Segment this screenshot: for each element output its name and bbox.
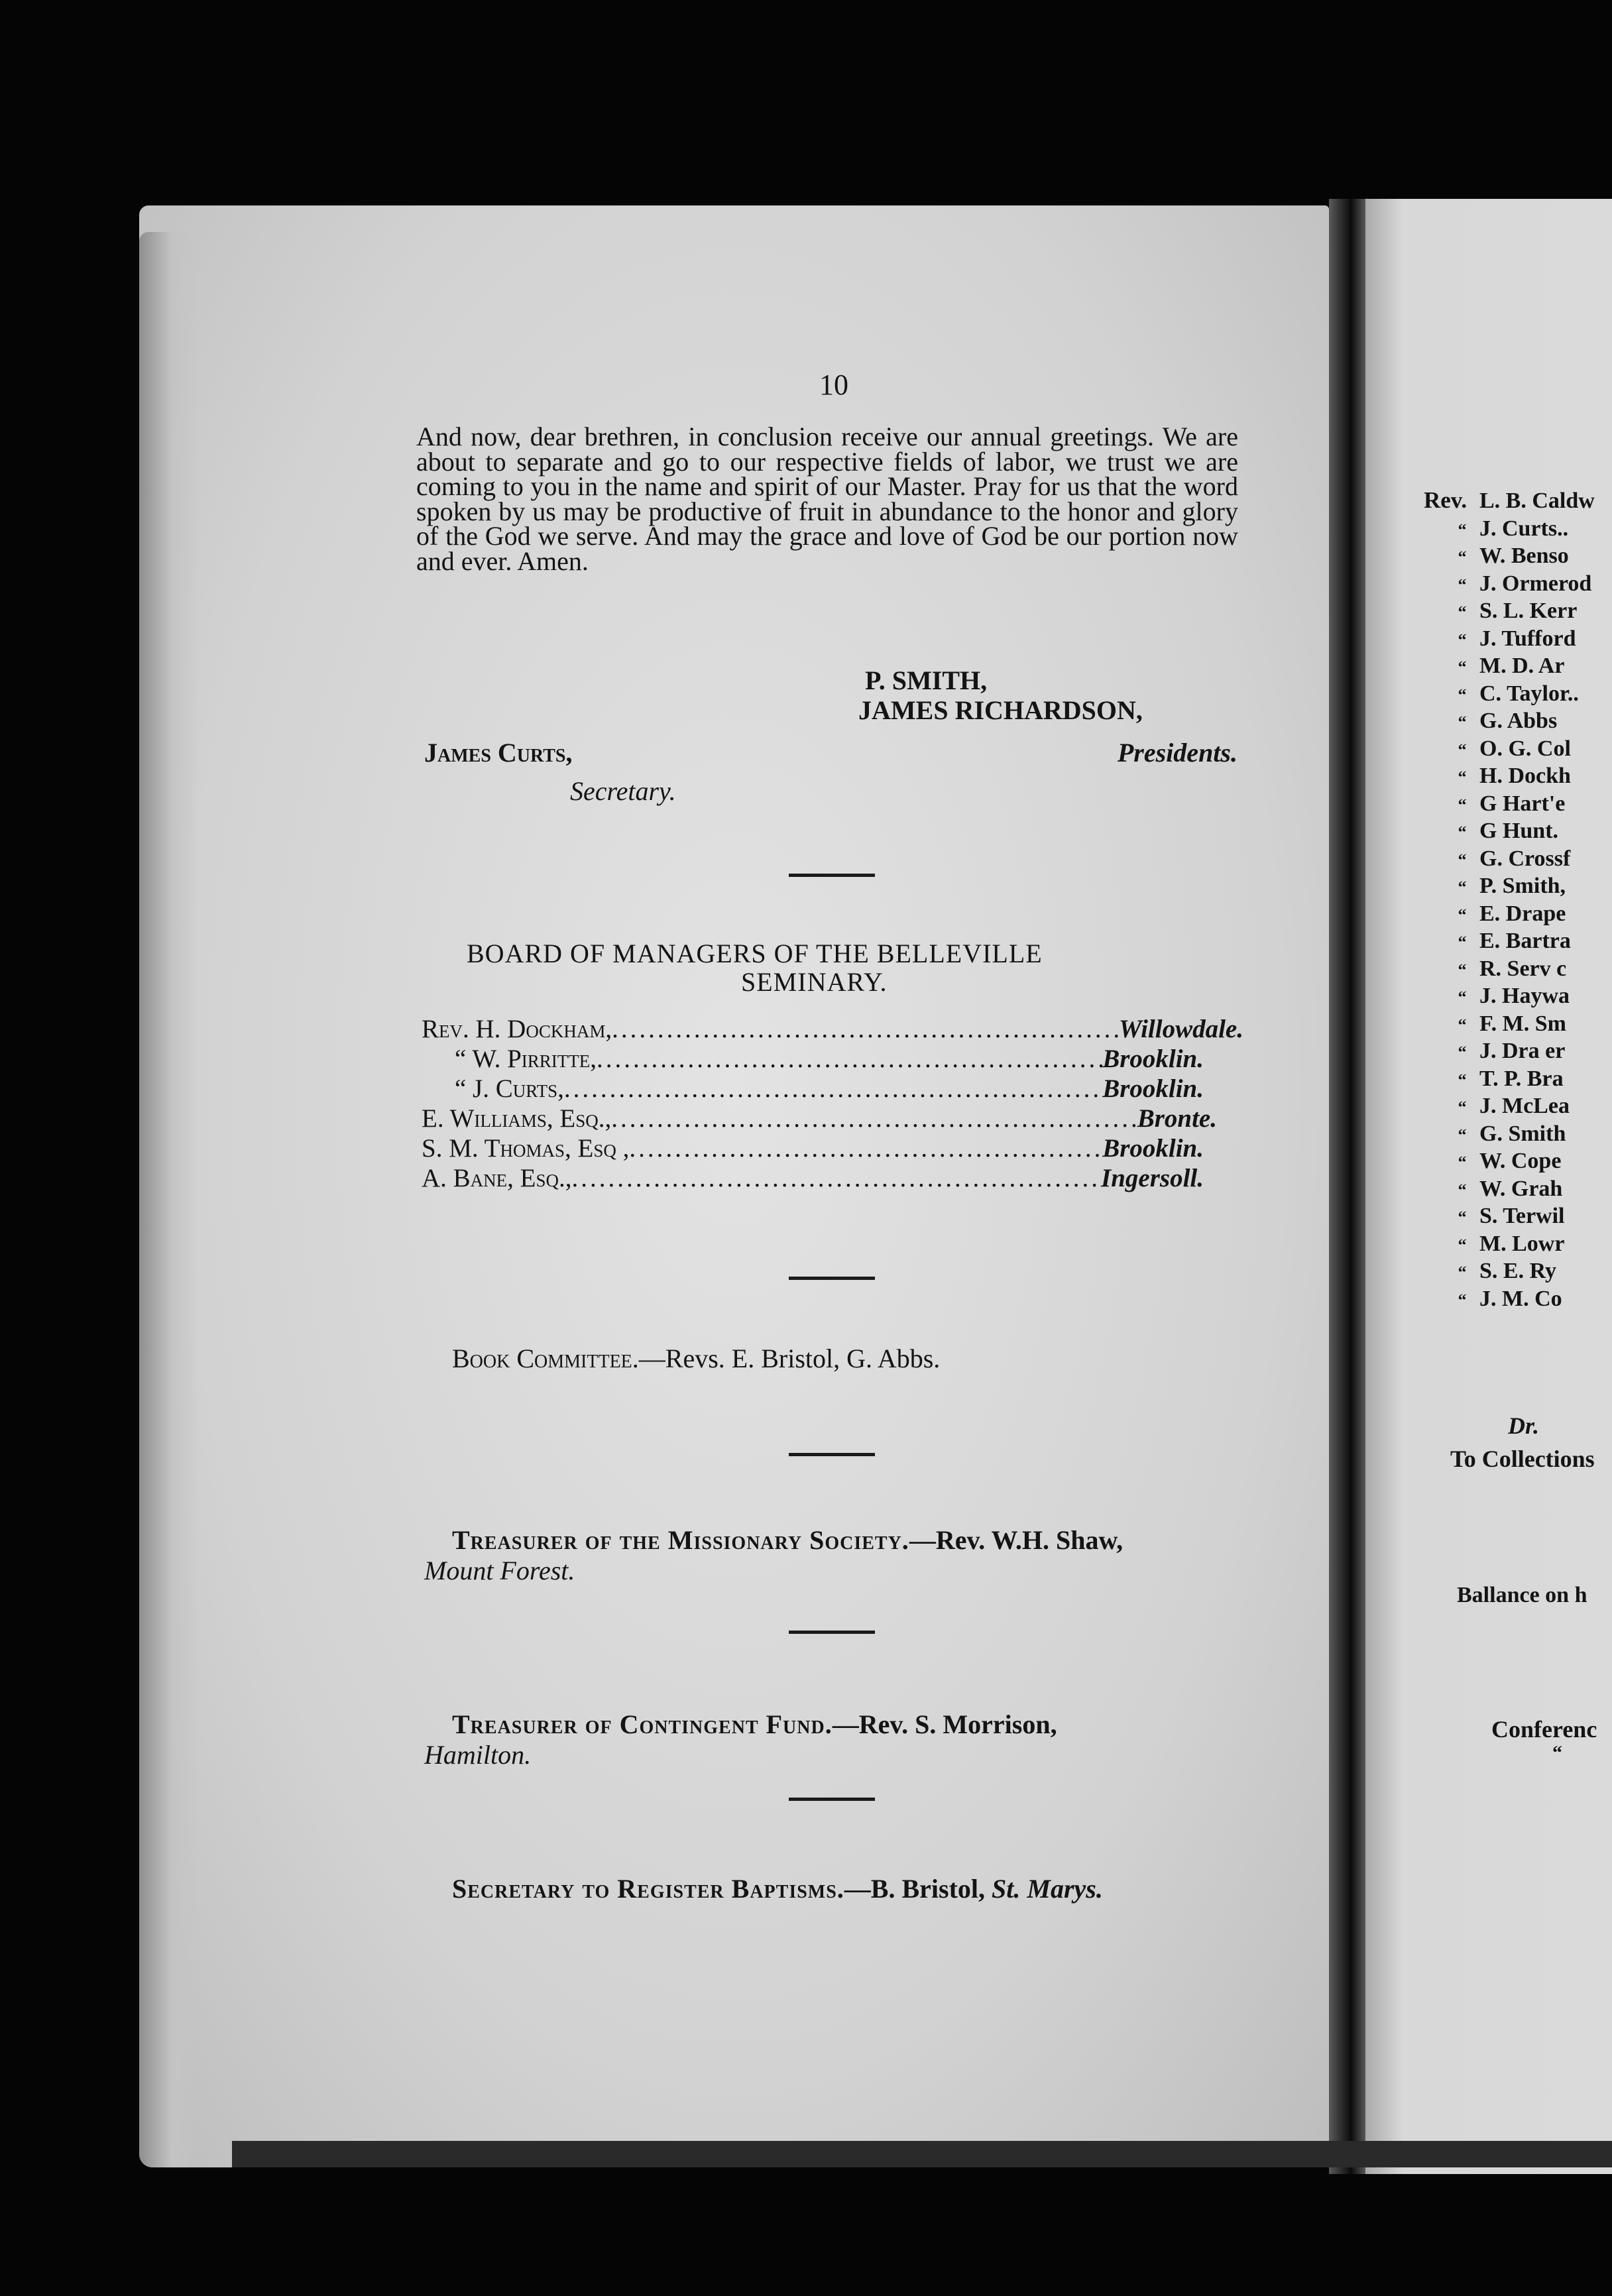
list-item bbox=[1445, 982, 1612, 1010]
board-member-place: Ingersoll. bbox=[1101, 1164, 1204, 1192]
rev-label: Rev. bbox=[1424, 487, 1468, 513]
list-item bbox=[1445, 1285, 1612, 1313]
treasurer-missionary-label: Treasurer of the Missionary Society. bbox=[452, 1525, 909, 1555]
ditto-mark: “ bbox=[1458, 547, 1467, 567]
ditto-mark: “ bbox=[1458, 685, 1467, 705]
book-committee-text: —Revs. E. Bristol, G. Abbs. bbox=[638, 1344, 941, 1373]
to-collections-label: To Collections bbox=[1450, 1446, 1595, 1472]
list-item bbox=[1445, 1092, 1612, 1120]
ditto-mark: “ bbox=[1458, 1208, 1467, 1227]
ditto-mark: “ bbox=[1458, 878, 1467, 897]
divider-rule bbox=[789, 1277, 875, 1280]
ditto-mark: “ bbox=[1458, 850, 1467, 870]
board-member-place: Willowdale. bbox=[1118, 1015, 1243, 1043]
clergy-name: S. E. Ry bbox=[1479, 1259, 1556, 1283]
clergy-name: J. Dra er bbox=[1479, 1039, 1566, 1063]
ditto-mark: “ bbox=[1458, 1180, 1467, 1200]
secretary-baptisms-text: —B. Bristol, bbox=[844, 1874, 992, 1904]
list-item bbox=[1445, 1010, 1612, 1038]
list-item bbox=[1445, 1257, 1612, 1285]
board-member-place: Brooklin. bbox=[1102, 1134, 1204, 1163]
treasurer-missionary bbox=[452, 1524, 1123, 1556]
board-member-name: Rev. H. Dockham, bbox=[422, 1015, 612, 1043]
clergy-name: E. Drape bbox=[1479, 901, 1566, 926]
treasurer-missionary-text: —Rev. W.H. Shaw, bbox=[909, 1525, 1123, 1555]
list-item bbox=[1445, 762, 1612, 790]
board-member-row bbox=[422, 1133, 1204, 1163]
board-member-name: “ W. Pirritte, bbox=[455, 1045, 597, 1073]
treasurer-contingent-label: Treasurer of Contingent Fund. bbox=[452, 1709, 833, 1739]
board-member-place: Bronte. bbox=[1137, 1104, 1217, 1133]
clergy-name: W. Grah bbox=[1479, 1176, 1563, 1201]
book-committee-label: Book Committee. bbox=[452, 1344, 639, 1373]
ditto-mark: “ bbox=[1458, 1043, 1467, 1062]
board-member-row bbox=[422, 1044, 1204, 1073]
divider-rule bbox=[789, 1798, 875, 1801]
ditto-mark: “ bbox=[1458, 1290, 1467, 1310]
ditto-mark: “ bbox=[1458, 1015, 1467, 1035]
ditto-mark: “ bbox=[1458, 1125, 1467, 1145]
secretary-baptisms bbox=[452, 1873, 1103, 1904]
conference-label: Conferenc bbox=[1491, 1716, 1597, 1743]
clergy-name: G. Abbs bbox=[1479, 709, 1558, 733]
ditto-mark: “ bbox=[1458, 988, 1467, 1007]
list-item bbox=[1445, 680, 1612, 708]
list-item bbox=[1445, 1120, 1612, 1148]
list-item bbox=[1445, 1230, 1612, 1258]
ditto-mark: “ bbox=[1458, 630, 1467, 650]
leader-dots bbox=[564, 1074, 1102, 1104]
clergy-name: G. Crossf bbox=[1479, 846, 1571, 871]
ditto-mark: “ bbox=[1458, 1235, 1467, 1255]
clergy-name: C. Taylor.. bbox=[1479, 681, 1579, 706]
clergy-name: J. Curts.. bbox=[1479, 516, 1569, 541]
clergy-name: R. Serv c bbox=[1479, 956, 1567, 981]
board-member-name: “ J. Curts, bbox=[455, 1074, 564, 1103]
ditto-mark: “ bbox=[1458, 603, 1467, 622]
list-item bbox=[1445, 652, 1612, 680]
ditto-mark: “ bbox=[1552, 1742, 1562, 1764]
clergy-name: T. P. Bra bbox=[1479, 1066, 1564, 1091]
board-member-name: A. Bane, Esq., bbox=[422, 1164, 572, 1192]
clergy-name: G. Smith bbox=[1479, 1121, 1566, 1146]
secretary-name: James Curts, bbox=[424, 738, 573, 768]
list-item bbox=[1445, 570, 1612, 598]
book-gutter bbox=[1329, 199, 1369, 2174]
list-item bbox=[1445, 927, 1612, 955]
board-member-row bbox=[422, 1014, 1243, 1043]
treasurer-contingent bbox=[452, 1709, 1057, 1740]
ditto-mark: “ bbox=[1458, 520, 1467, 540]
ditto-mark: “ bbox=[1458, 658, 1467, 677]
ditto-mark: “ bbox=[1458, 1098, 1467, 1117]
ditto-mark: “ bbox=[1458, 933, 1467, 952]
signature-name-1: P. SMITH, bbox=[865, 665, 988, 695]
list-item bbox=[1445, 1175, 1612, 1203]
leader-dots bbox=[611, 1104, 1137, 1133]
page-bottom-edge bbox=[232, 2141, 1612, 2167]
clergy-name: J. Ormerod bbox=[1479, 571, 1592, 596]
clergy-name: S. L. Kerr bbox=[1479, 599, 1578, 623]
board-member-name: S. M. Thomas, Esq , bbox=[422, 1134, 630, 1163]
board-member-place: Brooklin. bbox=[1102, 1045, 1204, 1073]
closing-paragraph: And now, dear brethren, in conclusion receive our annual greetings. We are about to separate and go to our respective fields of labor, we trust we are coming to you in the name and spirit of our Master. Pray for us that the word spoken by us may be productive of fruit in abundance to the honor and glory of the God we serve. And may the grace and love of God be our portion now and ever. Amen. bbox=[416, 422, 1238, 576]
ditto-mark: “ bbox=[1458, 905, 1467, 925]
ditto-mark: “ bbox=[1458, 795, 1467, 815]
board-title-line-1: BOARD OF MANAGERS OF THE BELLEVILLE bbox=[467, 939, 1043, 968]
list-item bbox=[1445, 872, 1612, 900]
clergy-name: P. Smith, bbox=[1479, 874, 1566, 898]
secretary-label: Secretary. bbox=[570, 776, 676, 806]
treasurer-missionary-place: Mount Forest. bbox=[424, 1556, 575, 1585]
clergy-name: M. Lowr bbox=[1479, 1231, 1565, 1256]
clergy-name: J. M. Co bbox=[1479, 1286, 1562, 1311]
ditto-mark: “ bbox=[1458, 1070, 1467, 1090]
list-item bbox=[1445, 735, 1612, 763]
book-committee bbox=[452, 1343, 940, 1374]
secretary-baptisms-place: St. Marys. bbox=[992, 1874, 1103, 1904]
list-item bbox=[1445, 1202, 1612, 1230]
clergy-name: W. Cope bbox=[1479, 1149, 1562, 1173]
ditto-mark: “ bbox=[1458, 960, 1467, 980]
divider-rule bbox=[789, 1631, 875, 1634]
dr-label: Dr. bbox=[1508, 1412, 1540, 1439]
clergy-name: O. G. Col bbox=[1479, 736, 1571, 761]
board-member-name: E. Williams, Esq., bbox=[422, 1104, 612, 1133]
board-title-line-2: SEMINARY. bbox=[741, 967, 888, 997]
board-member-row bbox=[422, 1163, 1204, 1192]
leader-dots bbox=[629, 1133, 1102, 1163]
clergy-name: J. McLea bbox=[1479, 1094, 1570, 1118]
page-number: 10 bbox=[819, 369, 848, 401]
clergy-name: W. Benso bbox=[1479, 544, 1569, 568]
clergy-name: E. Bartra bbox=[1479, 929, 1571, 953]
ditto-mark: “ bbox=[1458, 1263, 1467, 1282]
divider-rule bbox=[789, 1453, 875, 1456]
list-item bbox=[1445, 900, 1612, 928]
leader-dots bbox=[572, 1163, 1102, 1193]
clergy-name: F. M. Sm bbox=[1479, 1011, 1566, 1036]
clergy-name: G Hunt. bbox=[1479, 819, 1559, 843]
list-item bbox=[1445, 845, 1612, 873]
list-item bbox=[1445, 487, 1612, 515]
treasurer-contingent-text: —Rev. S. Morrison, bbox=[832, 1709, 1057, 1739]
list-item bbox=[1445, 817, 1612, 845]
clergy-name: M. D. Ar bbox=[1479, 654, 1565, 678]
list-item bbox=[1445, 1037, 1612, 1065]
clergy-name: J. Haywa bbox=[1479, 984, 1570, 1008]
ditto-mark: “ bbox=[1458, 575, 1467, 595]
board-member-row bbox=[422, 1074, 1204, 1103]
ballance-label: Ballance on h bbox=[1457, 1583, 1587, 1607]
clergy-name: G Hart'e bbox=[1479, 791, 1566, 816]
signature-name-2: JAMES RICHARDSON, bbox=[858, 695, 1143, 725]
board-member-row bbox=[422, 1104, 1217, 1133]
leader-dots bbox=[597, 1044, 1102, 1074]
treasurer-contingent-place: Hamilton. bbox=[424, 1740, 532, 1770]
list-item bbox=[1445, 515, 1612, 543]
list-item bbox=[1445, 542, 1612, 570]
presidents-label: Presidents. bbox=[1117, 738, 1238, 768]
divider-rule bbox=[789, 874, 875, 877]
clergy-name: H. Dockh bbox=[1479, 764, 1571, 788]
ditto-mark: “ bbox=[1458, 823, 1467, 842]
ditto-mark: “ bbox=[1458, 713, 1467, 732]
list-item bbox=[1445, 790, 1612, 818]
clergy-name: S. Terwil bbox=[1479, 1204, 1565, 1228]
ditto-mark: “ bbox=[1458, 1153, 1467, 1172]
list-item bbox=[1445, 597, 1612, 625]
clergy-list bbox=[1445, 487, 1612, 1312]
clergy-name: J. Tufford bbox=[1479, 626, 1576, 651]
ditto-mark: “ bbox=[1458, 740, 1467, 760]
leader-dots bbox=[612, 1014, 1119, 1044]
list-item bbox=[1445, 1065, 1612, 1093]
list-item bbox=[1445, 707, 1612, 735]
list-item bbox=[1445, 955, 1612, 983]
list-item bbox=[1445, 625, 1612, 653]
ditto-mark: “ bbox=[1458, 768, 1467, 787]
board-member-place: Brooklin. bbox=[1102, 1074, 1204, 1103]
clergy-name: L. B. Caldw bbox=[1479, 488, 1595, 513]
list-item bbox=[1445, 1147, 1612, 1175]
secretary-baptisms-label: Secretary to Register Baptisms. bbox=[452, 1874, 844, 1904]
